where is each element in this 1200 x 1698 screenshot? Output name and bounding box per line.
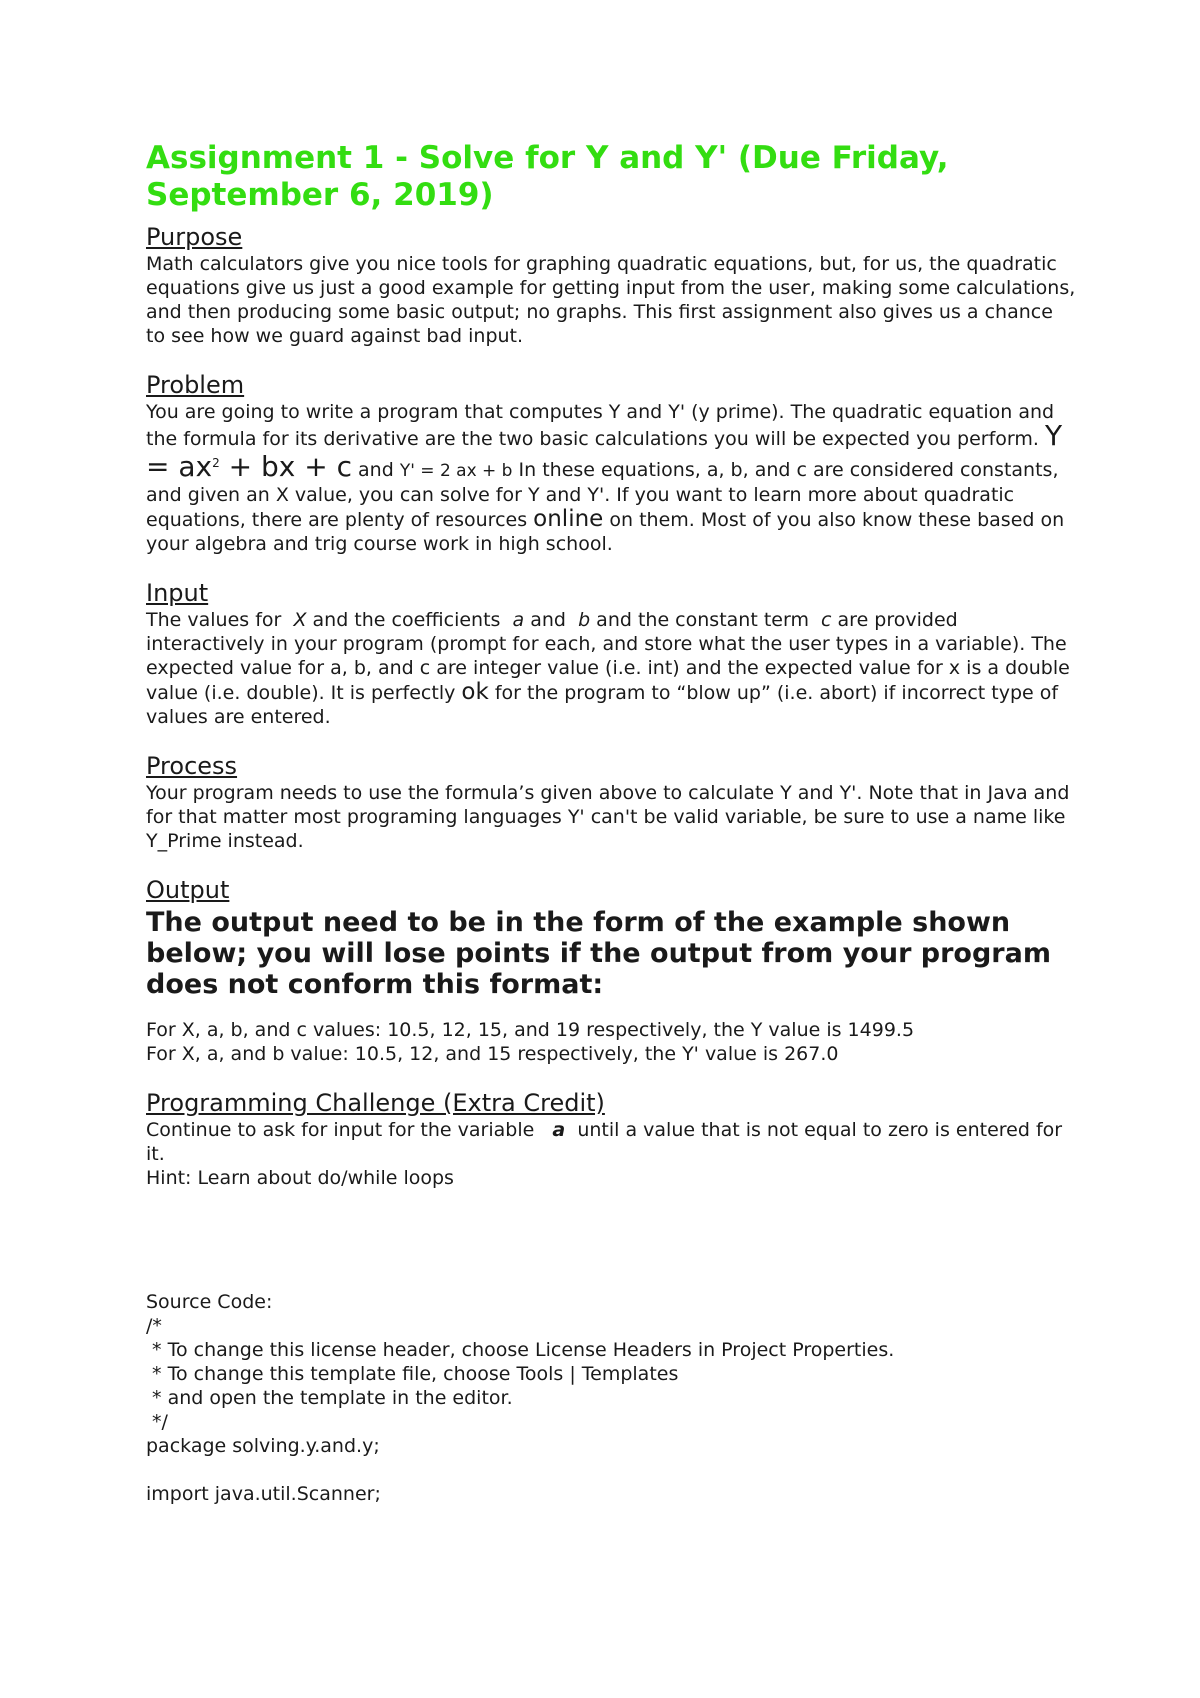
input-section — [146, 578, 1076, 729]
challenge-variable-a: a — [552, 1119, 566, 1141]
code-blank-line — [146, 1458, 1076, 1482]
online-word: online — [533, 506, 604, 532]
code-line: import java.util.Scanner; — [146, 1483, 381, 1505]
equation-y-prime: Y' = 2 ax + b — [399, 461, 513, 481]
problem-text-2: In these equations, a, b, and c are considered constants, and given an X value, you can solve for Y and Y'. If you want to learn more about quadratic equations, there are plenty of resources — [146, 459, 1059, 531]
code-line: * and open the template in the editor. — [146, 1387, 513, 1409]
input-text-1: The values for — [146, 609, 288, 631]
code-line: */ — [146, 1411, 168, 1433]
input-text-2: and the coefficients — [306, 609, 507, 631]
process-section — [146, 751, 1076, 853]
input-text-4: and the constant term — [590, 609, 815, 631]
output-section — [146, 875, 1076, 1066]
challenge-heading: Programming Challenge (Extra Credit) — [146, 1089, 605, 1117]
output-example-line-1: For X, a, b, and c values: 10.5, 12, 15, and 19 respectively, the Y value is 1499.5 — [146, 1019, 915, 1041]
equation-y-part2: + bx + c — [219, 450, 352, 483]
code-line: * To change this template file, choose Tools | Templates — [146, 1363, 679, 1385]
input-text — [146, 608, 1076, 729]
equation-y-exponent: 2 — [212, 456, 220, 470]
document-page — [146, 140, 1076, 1506]
problem-section — [146, 370, 1076, 556]
input-text-3: and — [524, 609, 573, 631]
document-title: Assignment 1 - Solve for Y and Y' (Due Friday, September 6, 2019) — [146, 140, 949, 213]
code-line: /* — [146, 1315, 162, 1337]
problem-text-3: on them. Most of you also know these based on your algebra and trig course work in high school. — [146, 509, 1065, 555]
problem-text-1: You are going to write a program that computes Y and Y' (y prime). The quadratic equation and the formula for its derivative are the two basic calculations you will be expected you perform. — [146, 401, 1055, 450]
output-requirement: The output need to be in the form of the example shown below; you will lose points if the output from your program does not conform this format: — [146, 907, 1051, 1000]
challenge-text — [146, 1118, 1076, 1166]
equation-y-part1: Y = ax — [146, 419, 1063, 483]
spacer — [146, 1212, 1076, 1290]
problem-heading: Problem — [146, 371, 245, 399]
source-code-label: Source Code: — [146, 1291, 273, 1313]
problem-text — [146, 400, 1076, 556]
purpose-text: Math calculators give you nice tools for graphing quadratic equations, but, for us, the quadratic equations give us just a good example for getting input from the user, making some calculations, and then producing some basic output; no graphs. This first assignment also gives us a chance to see how we guard against bad input. — [146, 253, 1076, 347]
ok-word: ok — [461, 679, 489, 705]
variable-b: b — [578, 609, 591, 631]
challenge-hint: Hint: Learn about do/while loops — [146, 1167, 454, 1189]
input-text-5: are provided interactively in your program (prompt for each, and store what the user types in a variable). The expected value for a, b, and c are integer value (i.e. int) and the expected value for x is a double value (i.e. double). It is perfectly — [146, 609, 1070, 704]
source-code-section — [146, 1290, 1076, 1506]
code-line: package solving.y.and.y; — [146, 1435, 380, 1457]
challenge-section — [146, 1088, 1076, 1190]
output-heading: Output — [146, 876, 230, 904]
purpose-heading: Purpose — [146, 223, 243, 251]
process-text: Your program needs to use the formula’s given above to calculate Y and Y'. Note that in Java and for that matter most programing languages Y' can't be valid variable, be sure to use a name like Y_Prime instead. — [146, 782, 1070, 852]
variable-a: a — [512, 609, 525, 631]
code-line: * To change this license header, choose License Headers in Project Properties. — [146, 1339, 895, 1361]
input-heading: Input — [146, 579, 209, 607]
output-example-line-2: For X, a, and b value: 10.5, 12, and 15 respectively, the Y' value is 267.0 — [146, 1043, 839, 1065]
purpose-section — [146, 222, 1076, 348]
input-text-6: for the program to “blow up” (i.e. abort) if incorrect type of values are entered. — [146, 682, 1059, 728]
and-word: and — [352, 459, 400, 481]
challenge-text-2: until a value that is not equal to zero is entered for it. — [146, 1119, 1063, 1165]
process-heading: Process — [146, 752, 238, 780]
variable-c: c — [821, 609, 832, 631]
variable-x: X — [293, 609, 307, 631]
challenge-text-1: Continue to ask for input for the variable — [146, 1119, 541, 1141]
